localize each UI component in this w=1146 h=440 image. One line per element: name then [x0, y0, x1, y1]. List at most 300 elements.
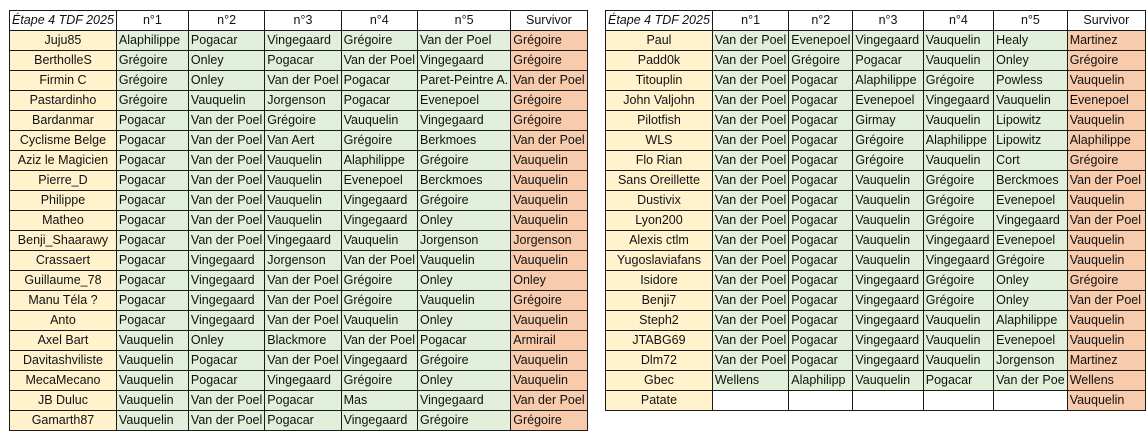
pick-cell-5[interactable]: Paret-Peintre A. [418, 71, 511, 91]
survivor-cell[interactable]: Van der Poel [511, 391, 587, 411]
pick-cell-5[interactable]: Lipowitz [994, 131, 1068, 151]
participant-name-cell[interactable]: Aziz le Magicien [10, 151, 117, 171]
pick-cell-5[interactable]: Evenepoel [994, 331, 1068, 351]
pick-cell-3[interactable]: Vingegaard [853, 31, 923, 51]
participant-name-cell[interactable]: Dustivix [606, 191, 713, 211]
participant-name-cell[interactable]: Davitashviliste [10, 351, 117, 371]
pick-cell-3[interactable]: Van der Poel [265, 291, 341, 311]
pick-cell-1[interactable]: Grégoire [116, 51, 188, 71]
pick-cell-5[interactable]: Onley [418, 211, 511, 231]
pick-cell-1[interactable]: Van der Poel [712, 91, 788, 111]
col-header-pick3: n°3 [265, 11, 341, 31]
pick-cell-4[interactable]: Van der Poel [341, 51, 417, 71]
pick-cell-1[interactable]: Pogacar [116, 271, 188, 291]
table-row [10, 351, 588, 371]
col-header-pick5: n°5 [418, 11, 511, 31]
survivor-cell[interactable]: Vauquelin [511, 251, 587, 271]
pick-cell-1[interactable]: Van der Poel [712, 231, 788, 251]
survivor-cell[interactable]: Martinez [1067, 351, 1145, 371]
table-row [10, 271, 588, 291]
pick-cell-2[interactable]: Pogacar [789, 271, 853, 291]
pick-cell-5[interactable] [994, 391, 1068, 411]
pick-cell-2[interactable]: Vingegaard [188, 291, 264, 311]
pick-cell-5[interactable]: Grégoire [418, 151, 511, 171]
participant-name-cell[interactable]: Padd0k [606, 51, 713, 71]
pick-cell-5[interactable]: Berckmoes [418, 171, 511, 191]
pick-cell-1[interactable]: Vauquelin [116, 411, 188, 431]
participant-name-cell[interactable]: Paul [606, 31, 713, 51]
pick-cell-4[interactable]: Grégoire [923, 291, 993, 311]
pick-cell-4[interactable] [923, 391, 993, 411]
right-picks-table [605, 10, 1146, 411]
survivor-cell[interactable]: Alaphilippe [1067, 131, 1145, 151]
participant-name-cell[interactable]: Alexis ctlm [606, 231, 713, 251]
survivor-cell[interactable]: Vauquelin [511, 151, 587, 171]
pick-cell-3[interactable]: Van Aert [265, 131, 341, 151]
pick-cell-4[interactable]: Vingegaard [923, 231, 993, 251]
survivor-cell[interactable]: Vauquelin [511, 191, 587, 211]
pick-cell-3[interactable]: Vauquelin [265, 211, 341, 231]
pick-cell-4[interactable]: Vingegaard [341, 411, 417, 431]
pick-cell-5[interactable]: Vingegaard [994, 211, 1068, 231]
pick-cell-3[interactable]: Van der Poel [265, 311, 341, 331]
pick-cell-2[interactable]: Van der Poel [188, 111, 264, 131]
pick-cell-3[interactable]: Vauquelin [853, 211, 923, 231]
pick-cell-1[interactable]: Vauquelin [116, 371, 188, 391]
pick-cell-4[interactable]: Pogacar [341, 71, 417, 91]
pick-cell-5[interactable]: Pogacar [418, 331, 511, 351]
pick-cell-3[interactable]: Pogacar [265, 411, 341, 431]
pick-cell-1[interactable]: Van der Poel [712, 351, 788, 371]
pick-cell-1[interactable]: Wellens [712, 371, 788, 391]
survivor-cell[interactable]: Vauquelin [511, 211, 587, 231]
participant-name-cell[interactable]: Bardanmar [10, 111, 117, 131]
pick-cell-4[interactable]: Van der Poel [341, 251, 417, 271]
pick-cell-1[interactable]: Van der Poel [712, 311, 788, 331]
survivor-cell[interactable]: Vauquelin [1067, 111, 1145, 131]
pick-cell-3[interactable]: Pogacar [853, 51, 923, 71]
pick-cell-2[interactable]: Pogacar [789, 211, 853, 231]
pick-cell-3[interactable]: Alaphilippe [853, 71, 923, 91]
pick-cell-4[interactable]: Mas [341, 391, 417, 411]
pick-cell-4[interactable]: Grégoire [923, 191, 993, 211]
survivor-cell[interactable]: Van der Poel [1067, 291, 1145, 311]
pick-cell-5[interactable]: Berckmoes [994, 171, 1068, 191]
survivor-cell[interactable]: Grégoire [511, 31, 587, 51]
pick-cell-2[interactable]: Alaphilipp [789, 371, 853, 391]
pick-cell-5[interactable]: Berkmoes [418, 131, 511, 151]
pick-cell-3[interactable]: Vauquelin [853, 231, 923, 251]
pick-cell-4[interactable]: Vauquelin [341, 311, 417, 331]
pick-cell-1[interactable]: Vauquelin [116, 331, 188, 351]
pick-cell-3[interactable]: Vingegaard [853, 331, 923, 351]
survivor-cell[interactable]: Vauquelin [511, 371, 587, 391]
pick-cell-1[interactable]: Pogacar [116, 171, 188, 191]
pick-cell-5[interactable]: Onley [994, 51, 1068, 71]
participant-name-cell[interactable]: Isidore [606, 271, 713, 291]
pick-cell-3[interactable]: Jorgenson [265, 251, 341, 271]
survivor-cell[interactable]: Grégoire [1067, 271, 1145, 291]
pick-cell-5[interactable]: Vingegaard [418, 391, 511, 411]
pick-cell-1[interactable]: Van der Poel [712, 291, 788, 311]
pick-cell-5[interactable]: Lipowitz [994, 111, 1068, 131]
survivor-cell[interactable]: Wellens [1067, 371, 1145, 391]
survivor-cell[interactable]: Grégoire [511, 51, 587, 71]
pick-cell-2[interactable]: Vingegaard [188, 311, 264, 331]
pick-cell-3[interactable]: Vauquelin [265, 151, 341, 171]
pick-cell-4[interactable]: Vauquelin [923, 51, 993, 71]
pick-cell-3[interactable]: Van der Poel [265, 71, 341, 91]
participant-name-cell[interactable]: Titouplin [606, 71, 713, 91]
pick-cell-1[interactable]: Van der Poel [712, 51, 788, 71]
pick-cell-2[interactable]: Pogacar [789, 251, 853, 271]
participant-name-cell[interactable]: Benji_Shaarawy [10, 231, 117, 251]
pick-cell-2[interactable]: Vauquelin [188, 91, 264, 111]
pick-cell-3[interactable]: Vingegaard [853, 351, 923, 371]
pick-cell-1[interactable]: Pogacar [116, 231, 188, 251]
participant-name-cell[interactable]: Pierre_D [10, 171, 117, 191]
survivor-cell[interactable]: Evenepoel [1067, 91, 1145, 111]
pick-cell-3[interactable]: Girmay [853, 111, 923, 131]
pick-cell-2[interactable]: Pogacar [789, 171, 853, 191]
table-row [606, 91, 1146, 111]
pick-cell-4[interactable]: Vingegaard [341, 351, 417, 371]
pick-cell-5[interactable]: Grégoire [418, 191, 511, 211]
survivor-cell[interactable]: Vauquelin [1067, 311, 1145, 331]
pick-cell-3[interactable]: Vingegaard [265, 371, 341, 391]
pick-cell-1[interactable]: Pogacar [116, 291, 188, 311]
survivor-cell[interactable]: Vauquelin [1067, 331, 1145, 351]
table-row [606, 231, 1146, 251]
pick-cell-3[interactable]: Vauquelin [853, 251, 923, 271]
pick-cell-5[interactable]: Vauquelin [418, 251, 511, 271]
table-row [10, 51, 588, 71]
pick-cell-4[interactable]: Vingegaard [341, 191, 417, 211]
pick-cell-4[interactable]: Vauquelin [923, 31, 993, 51]
participant-name-cell[interactable]: Manu Téla ? [10, 291, 117, 311]
participant-name-cell[interactable]: Dlm72 [606, 351, 713, 371]
participant-name-cell[interactable]: JTABG69 [606, 331, 713, 351]
pick-cell-5[interactable]: Jorgenson [994, 351, 1068, 371]
pick-cell-2[interactable]: Pogacar [789, 351, 853, 371]
survivor-cell[interactable]: Vauquelin [1067, 191, 1145, 211]
participant-name-cell[interactable]: Philippe [10, 191, 117, 211]
pick-cell-3[interactable]: Vingegaard [265, 31, 341, 51]
pick-cell-4[interactable]: Pogacar [341, 91, 417, 111]
pick-cell-4[interactable]: Vingegaard [341, 211, 417, 231]
pick-cell-4[interactable]: Vauquelin [923, 151, 993, 171]
pick-cell-5[interactable]: Healy [994, 31, 1068, 51]
pick-cell-5[interactable]: Onley [994, 291, 1068, 311]
pick-cell-1[interactable]: Van der Poel [712, 251, 788, 271]
pick-cell-5[interactable]: Van der Poe [994, 371, 1068, 391]
survivor-cell[interactable]: Jorgenson [511, 231, 587, 251]
survivor-cell[interactable]: Grégoire [1067, 51, 1145, 71]
pick-cell-3[interactable]: Blackmore [265, 331, 341, 351]
pick-cell-2[interactable]: Pogacar [789, 71, 853, 91]
pick-cell-1[interactable]: Van der Poel [712, 151, 788, 171]
pick-cell-1[interactable]: Vauquelin [116, 391, 188, 411]
survivor-cell[interactable]: Grégoire [511, 291, 587, 311]
col-header-pick4: n°4 [923, 11, 993, 31]
pick-cell-1[interactable]: Vauquelin [116, 351, 188, 371]
pick-cell-3[interactable]: Pogacar [265, 391, 341, 411]
participant-name-cell[interactable]: Steph2 [606, 311, 713, 331]
pick-cell-2[interactable]: Pogacar [789, 151, 853, 171]
participant-name-cell[interactable]: WLS [606, 131, 713, 151]
pick-cell-1[interactable]: Van der Poel [712, 111, 788, 131]
survivor-cell[interactable]: Van der Poel [511, 71, 587, 91]
pick-cell-2[interactable]: Pogacar [188, 351, 264, 371]
participant-name-cell[interactable]: Crassaert [10, 251, 117, 271]
table-row [10, 171, 588, 191]
pick-cell-2[interactable]: Pogacar [789, 131, 853, 151]
survivor-cell[interactable]: Grégoire [1067, 151, 1145, 171]
pick-cell-3[interactable] [853, 391, 923, 411]
survivor-cell[interactable]: Vauquelin [1067, 391, 1145, 411]
pick-cell-5[interactable]: Grégoire [418, 411, 511, 431]
pick-cell-3[interactable]: Vingegaard [853, 291, 923, 311]
survivor-cell[interactable]: Vauquelin [1067, 231, 1145, 251]
stage-title-cell: Étape 4 TDF 2025 [10, 11, 117, 31]
pick-cell-5[interactable]: Jorgenson [418, 231, 511, 251]
pick-cell-1[interactable]: Pogacar [116, 111, 188, 131]
pick-cell-2[interactable] [789, 391, 853, 411]
participant-name-cell[interactable]: Cyclisme Belge [10, 131, 117, 151]
pick-cell-2[interactable]: Van der Poel [188, 151, 264, 171]
pick-cell-3[interactable]: Vingegaard [265, 231, 341, 251]
pick-cell-3[interactable]: Grégoire [265, 111, 341, 131]
pick-cell-5[interactable]: Onley [418, 271, 511, 291]
survivor-cell[interactable]: Vauquelin [1067, 251, 1145, 271]
pick-cell-5[interactable]: Evenepoel [994, 231, 1068, 251]
table-row [10, 391, 588, 411]
pick-cell-1[interactable]: Pogacar [116, 131, 188, 151]
pick-cell-5[interactable]: Grégoire [418, 351, 511, 371]
pick-cell-2[interactable]: Onley [188, 71, 264, 91]
pick-cell-1[interactable]: Pogacar [116, 311, 188, 331]
participant-name-cell[interactable]: Gamarth87 [10, 411, 117, 431]
pick-cell-5[interactable]: Cort [994, 151, 1068, 171]
pick-cell-5[interactable]: Evenepoel [418, 91, 511, 111]
table-row [10, 411, 588, 431]
pick-cell-3[interactable]: Van der Poel [265, 271, 341, 291]
pick-cell-4[interactable]: Grégoire [341, 31, 417, 51]
participant-name-cell[interactable]: Lyon200 [606, 211, 713, 231]
pick-cell-4[interactable]: Vauquelin [341, 231, 417, 251]
pick-cell-2[interactable]: Vingegaard [188, 271, 264, 291]
table-row [606, 391, 1146, 411]
pick-cell-2[interactable]: Pogacar [188, 31, 264, 51]
survivor-cell[interactable]: Grégoire [511, 411, 587, 431]
survivor-cell[interactable]: Martinez [1067, 31, 1145, 51]
participant-name-cell[interactable]: Sans Oreillette [606, 171, 713, 191]
pick-cell-4[interactable]: Vauquelin [341, 111, 417, 131]
pick-cell-1[interactable]: Van der Poel [712, 131, 788, 151]
participant-name-cell[interactable]: Matheo [10, 211, 117, 231]
header-row [10, 11, 588, 31]
participant-name-cell[interactable]: BertholleS [10, 51, 117, 71]
pick-cell-5[interactable]: Vingegaard [418, 51, 511, 71]
pick-cell-5[interactable]: Alaphilippe [994, 311, 1068, 331]
pick-cell-5[interactable]: Evenepoel [994, 191, 1068, 211]
pick-cell-5[interactable]: Powless [994, 71, 1068, 91]
pick-cell-1[interactable]: Van der Poel [712, 71, 788, 91]
pick-cell-5[interactable]: Onley [994, 271, 1068, 291]
survivor-cell[interactable]: Vauquelin [511, 351, 587, 371]
pick-cell-1[interactable]: Van der Poel [712, 171, 788, 191]
pick-cell-2[interactable]: Pogacar [789, 111, 853, 131]
pick-cell-4[interactable]: Grégoire [341, 271, 417, 291]
pick-cell-1[interactable]: Pogacar [116, 211, 188, 231]
pick-cell-1[interactable]: Van der Poel [712, 191, 788, 211]
pick-cell-4[interactable]: Grégoire [341, 131, 417, 151]
pick-cell-4[interactable]: Vauquelin [923, 351, 993, 371]
pick-cell-2[interactable]: Grégoire [789, 51, 853, 71]
left-picks-table [9, 10, 588, 431]
table-row [10, 151, 588, 171]
pick-cell-1[interactable] [712, 391, 788, 411]
participant-name-cell[interactable]: Pastardinho [10, 91, 117, 111]
survivor-cell[interactable]: Van der Poel [1067, 171, 1145, 191]
col-header-survivor: Survivor [1067, 11, 1145, 31]
participant-name-cell[interactable]: Guillaume_78 [10, 271, 117, 291]
pick-cell-4[interactable]: Grégoire [341, 371, 417, 391]
pick-cell-1[interactable]: Van der Poel [712, 31, 788, 51]
pick-cell-3[interactable]: Evenepoel [853, 91, 923, 111]
pick-cell-3[interactable]: Grégoire [853, 131, 923, 151]
participant-name-cell[interactable]: Flo Rian [606, 151, 713, 171]
pick-cell-3[interactable]: Vauquelin [853, 191, 923, 211]
pick-cell-3[interactable]: Vauquelin [265, 191, 341, 211]
pick-cell-2[interactable]: Pogacar [789, 331, 853, 351]
pick-cell-4[interactable]: Van der Poel [341, 331, 417, 351]
pick-cell-1[interactable]: Grégoire [116, 91, 188, 111]
pick-cell-2[interactable]: Onley [188, 51, 264, 71]
pick-cell-2[interactable]: Van der Poel [188, 191, 264, 211]
pick-cell-4[interactable]: Evenepoel [341, 171, 417, 191]
pick-cell-5[interactable]: Vauquelin [994, 91, 1068, 111]
participant-name-cell[interactable]: Firmin C [10, 71, 117, 91]
pick-cell-1[interactable]: Pogacar [116, 251, 188, 271]
participant-name-cell[interactable]: Axel Bart [10, 331, 117, 351]
survivor-cell[interactable]: Van der Poel [511, 131, 587, 151]
survivor-cell[interactable]: Vauquelin [1067, 71, 1145, 91]
pick-cell-4[interactable]: Vauquelin [923, 111, 993, 131]
pick-cell-1[interactable]: Grégoire [116, 71, 188, 91]
pick-cell-3[interactable]: Jorgenson [265, 91, 341, 111]
pick-cell-4[interactable]: Alaphilippe [341, 151, 417, 171]
participant-name-cell[interactable]: Juju85 [10, 31, 117, 51]
pick-cell-4[interactable]: Grégoire [923, 171, 993, 191]
survivor-cell[interactable]: Vauquelin [511, 171, 587, 191]
survivor-cell[interactable]: Onley [511, 271, 587, 291]
pick-cell-4[interactable]: Vingegaard [923, 91, 993, 111]
survivor-cell[interactable]: Grégoire [511, 91, 587, 111]
pick-cell-4[interactable]: Vingegaard [923, 251, 993, 271]
pick-cell-5[interactable]: Grégoire [994, 251, 1068, 271]
pick-cell-1[interactable]: Van der Poel [712, 331, 788, 351]
pick-cell-3[interactable]: Vauquelin [265, 171, 341, 191]
pick-cell-2[interactable]: Van der Poel [188, 391, 264, 411]
pick-cell-2[interactable]: Pogacar [789, 291, 853, 311]
survivor-cell[interactable]: Armirail [511, 331, 587, 351]
pick-cell-4[interactable]: Vauquelin [923, 311, 993, 331]
col-header-pick1: n°1 [712, 11, 788, 31]
pick-cell-1[interactable]: Pogacar [116, 191, 188, 211]
pick-cell-5[interactable]: Vauquelin [418, 291, 511, 311]
table-row [10, 371, 588, 391]
pick-cell-2[interactable]: Vingegaard [188, 251, 264, 271]
pick-cell-5[interactable]: Onley [418, 311, 511, 331]
pick-cell-4[interactable]: Grégoire [923, 271, 993, 291]
pick-cell-2[interactable]: Van der Poel [188, 231, 264, 251]
pick-cell-2[interactable]: Van der Poel [188, 171, 264, 191]
pick-cell-4[interactable]: Grégoire [341, 291, 417, 311]
pick-cell-2[interactable]: Van der Poel [188, 411, 264, 431]
pick-cell-4[interactable]: Grégoire [923, 211, 993, 231]
pick-cell-3[interactable]: Vauquelin [853, 171, 923, 191]
table-row [10, 311, 588, 331]
participant-name-cell[interactable]: John Valjohn [606, 91, 713, 111]
col-header-survivor: Survivor [511, 11, 587, 31]
pick-cell-2[interactable]: Pogacar [188, 371, 264, 391]
survivor-cell[interactable]: Vauquelin [511, 311, 587, 331]
participant-name-cell[interactable]: Patate [606, 391, 713, 411]
participant-name-cell[interactable]: MecaMecano [10, 371, 117, 391]
survivor-cell[interactable]: Grégoire [511, 111, 587, 131]
participant-name-cell[interactable]: Gbec [606, 371, 713, 391]
table-row [10, 331, 588, 351]
pick-cell-4[interactable]: Vauquelin [923, 331, 993, 351]
pick-cell-5[interactable]: Onley [418, 371, 511, 391]
participant-name-cell[interactable]: Yugoslaviafans [606, 251, 713, 271]
pick-cell-2[interactable]: Van der Poel [188, 211, 264, 231]
col-header-pick4: n°4 [341, 11, 417, 31]
pick-cell-2[interactable]: Van der Poel [188, 131, 264, 151]
participant-name-cell[interactable]: Anto [10, 311, 117, 331]
participant-name-cell[interactable]: Pilotfish [606, 111, 713, 131]
survivor-cell[interactable]: Van der Poel [1067, 211, 1145, 231]
pick-cell-3[interactable]: Pogacar [265, 51, 341, 71]
pick-cell-1[interactable]: Van der Poel [712, 211, 788, 231]
pick-cell-4[interactable]: Pogacar [923, 371, 993, 391]
pick-cell-2[interactable]: Pogacar [789, 311, 853, 331]
pick-cell-1[interactable]: Van der Poel [712, 271, 788, 291]
pick-cell-4[interactable]: Grégoire [923, 71, 993, 91]
pick-cell-3[interactable]: Vauquelin [853, 371, 923, 391]
pick-cell-2[interactable]: Pogacar [789, 91, 853, 111]
pick-cell-1[interactable]: Alaphilippe [116, 31, 188, 51]
col-header-pick5: n°5 [994, 11, 1068, 31]
table-row [10, 231, 588, 251]
pick-cell-1[interactable]: Pogacar [116, 151, 188, 171]
pick-cell-3[interactable]: Grégoire [853, 151, 923, 171]
pick-cell-3[interactable]: Vingegaard [853, 271, 923, 291]
table-row [10, 251, 588, 271]
pick-cell-3[interactable]: Van der Poel [265, 351, 341, 371]
pick-cell-2[interactable]: Pogacar [789, 231, 853, 251]
pick-cell-2[interactable]: Onley [188, 331, 264, 351]
participant-name-cell[interactable]: JB Duluc [10, 391, 117, 411]
pick-cell-4[interactable]: Alaphilippe [923, 131, 993, 151]
pick-cell-2[interactable]: Pogacar [789, 191, 853, 211]
pick-cell-3[interactable]: Vingegaard [853, 311, 923, 331]
participant-name-cell[interactable]: Benji7 [606, 291, 713, 311]
pick-cell-5[interactable]: Van der Poel [418, 31, 511, 51]
pick-cell-5[interactable]: Vingegaard [418, 111, 511, 131]
pick-cell-2[interactable]: Evenepoel [789, 31, 853, 51]
